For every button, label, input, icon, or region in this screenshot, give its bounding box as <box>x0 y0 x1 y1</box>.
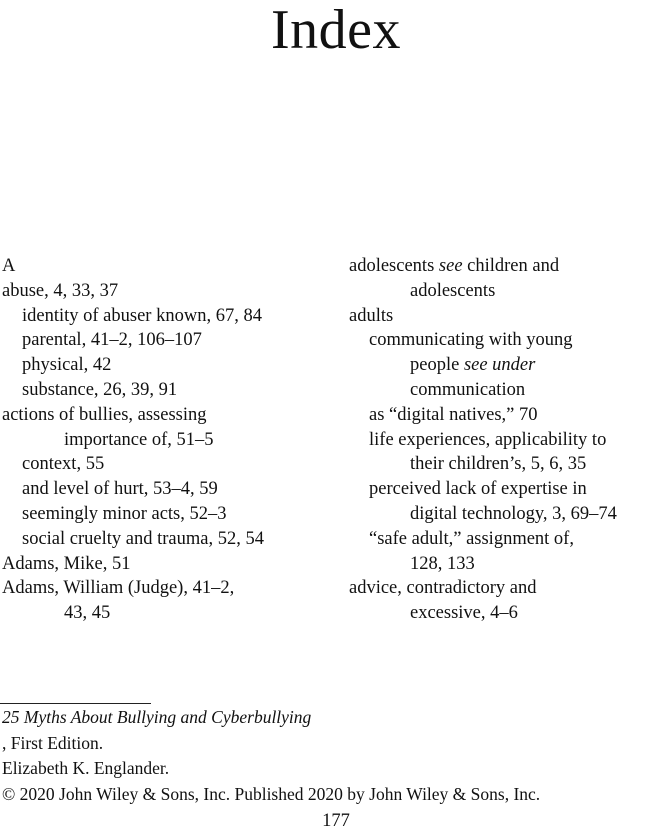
page-title: Index <box>270 0 401 61</box>
index-subentry-continuation: 128, 133 <box>410 553 475 574</box>
copyright-footnote <box>2 705 650 807</box>
index-entry: abuse, 4, 33, 37 <box>2 280 119 301</box>
index-entry: Adams, Mike, 51 <box>2 553 131 574</box>
index-column-right <box>349 254 649 626</box>
entry-text: children and <box>462 256 560 276</box>
index-entry-continuation: 43, 45 <box>64 603 111 624</box>
index-subentry: “safe adult,” assignment of, <box>369 528 574 549</box>
section-letter: A <box>2 256 16 276</box>
index-entry: adults <box>349 305 394 326</box>
index-subentry: identity of abuser known, 67, 84 <box>22 305 262 326</box>
edition-text: , First Edition. <box>2 732 104 753</box>
index-subentry-continuation: their children’s, 5, 6, 35 <box>410 454 587 475</box>
index-subentry-continuation: digital technology, 3, 69–74 <box>410 503 617 524</box>
index-entry: advice, contradictory and <box>349 578 537 599</box>
index-subentry: context, 55 <box>22 454 105 475</box>
index-entry <box>349 254 649 279</box>
index-subentry: physical, 42 <box>22 355 112 376</box>
index-entry-continuation: importance of, 51–5 <box>64 429 214 450</box>
index-entry-continuation: adolescents <box>410 280 496 301</box>
index-subentry: and level of hurt, 53–4, 59 <box>22 479 218 500</box>
footnote-author: Elizabeth K. Englander. <box>2 758 170 778</box>
index-subentry: social cruelty and trauma, 52, 54 <box>22 528 264 549</box>
index-subentry-continuation <box>349 353 649 378</box>
entry-text: adolescents <box>349 256 439 276</box>
footnote-divider <box>0 703 151 704</box>
index-entry-continuation: excessive, 4–6 <box>410 603 518 624</box>
index-entry: Adams, William (Judge), 41–2, <box>2 578 235 599</box>
cross-reference-see-under: see under <box>463 355 536 376</box>
cross-reference-see: see <box>438 256 463 276</box>
index-entry: actions of bullies, assessing <box>2 404 207 425</box>
index-subentry-continuation: communication <box>410 379 526 400</box>
book-title: 25 Myths About Bullying and Cyberbullying <box>2 707 312 727</box>
index-subentry: perceived lack of expertise in <box>369 479 587 500</box>
index-subentry: substance, 26, 39, 91 <box>22 379 178 400</box>
index-subentry: as “digital natives,” 70 <box>369 404 538 425</box>
index-subentry: life experiences, applicability to <box>369 429 607 450</box>
entry-text: people <box>410 355 464 376</box>
index-subentry: parental, 41–2, 106–107 <box>22 330 202 351</box>
footnote-copyright: © 2020 John Wiley & Sons, Inc. Published 2020 by John Wiley & Sons, Inc. <box>2 783 541 804</box>
footnote-book-line <box>2 705 650 756</box>
page-number: 177 <box>322 811 350 831</box>
index-subentry: communicating with young <box>369 330 573 351</box>
index-column-left <box>2 254 322 626</box>
index-subentry: seemingly minor acts, 52–3 <box>22 503 227 524</box>
